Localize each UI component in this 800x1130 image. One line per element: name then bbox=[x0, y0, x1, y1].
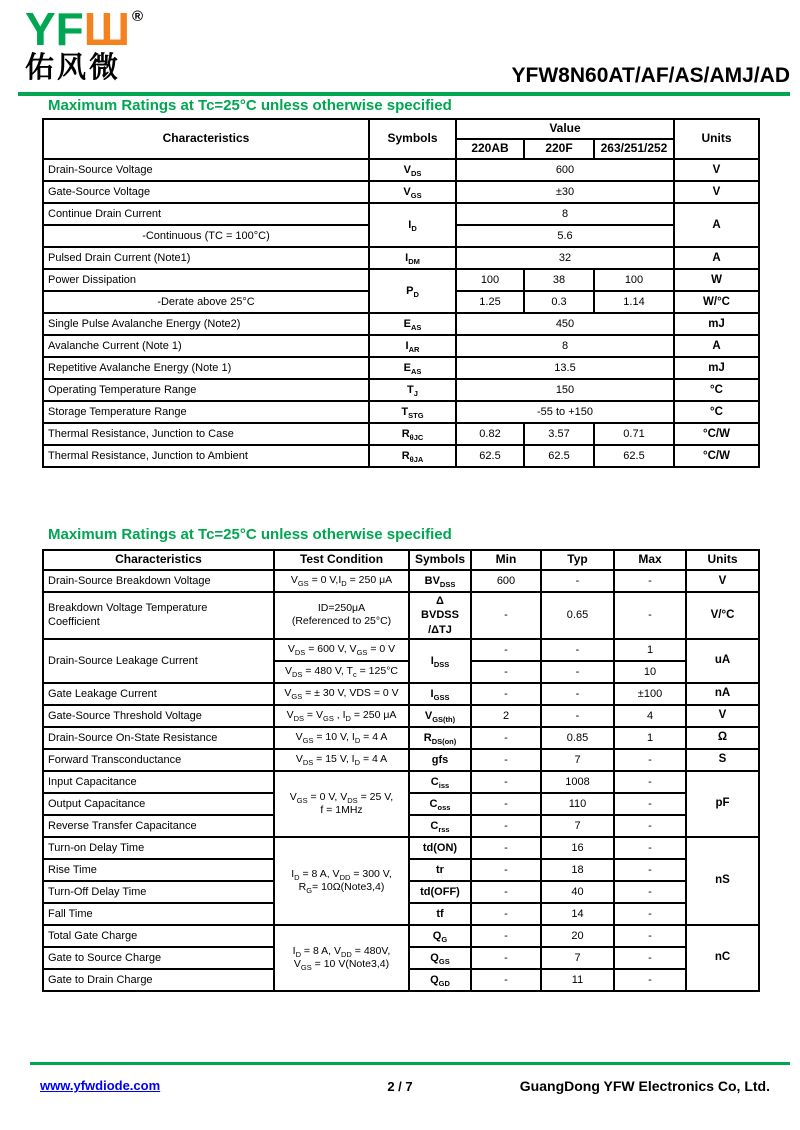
test-condition-cell: ID=250μA (Referenced to 25°C) bbox=[274, 592, 409, 639]
value-cell: 10 bbox=[614, 661, 686, 683]
value-cell: 600 bbox=[471, 570, 541, 592]
company-name: GuangDong YFW Electronics Co, Ltd. bbox=[519, 1078, 770, 1094]
characteristic-cell: Breakdown Voltage Temperature Coefficient bbox=[43, 592, 274, 639]
value-cell: - bbox=[541, 705, 614, 727]
characteristic-cell: Rise Time bbox=[43, 859, 274, 881]
value-cell: -55 to +150 bbox=[456, 401, 674, 423]
table-row bbox=[43, 771, 759, 793]
value-cell: - bbox=[471, 903, 541, 925]
column-header-value: Value bbox=[456, 119, 674, 139]
value-cell: - bbox=[471, 815, 541, 837]
test-condition-cell: $V_{GS} = 0$ $V,I_D = 250$ μA bbox=[274, 570, 409, 592]
characteristic-cell: Forward Transconductance bbox=[43, 749, 274, 771]
value-cell: 0.85 bbox=[541, 727, 614, 749]
table-row bbox=[43, 639, 759, 661]
value-cell: - bbox=[471, 592, 541, 639]
table-row bbox=[43, 570, 759, 592]
symbol-cell: $R_{\theta JA}$ bbox=[369, 445, 456, 467]
unit-cell: Ω bbox=[686, 727, 759, 749]
symbol-cell: tr bbox=[409, 859, 471, 881]
value-cell: - bbox=[614, 859, 686, 881]
value-cell: - bbox=[471, 749, 541, 771]
symbol-cell: $BV_{DSS}$ bbox=[409, 570, 471, 592]
value-cell: 7 bbox=[541, 815, 614, 837]
value-cell: 40 bbox=[541, 881, 614, 903]
value-cell: - bbox=[614, 925, 686, 947]
characteristic-cell: Gate Leakage Current bbox=[43, 683, 274, 705]
symbol-cell: $V_{DS}$ bbox=[369, 159, 456, 181]
header-divider bbox=[18, 92, 790, 96]
column-header-symbols: Symbols bbox=[409, 550, 471, 570]
value-cell: 0.82 bbox=[456, 423, 524, 445]
column-header-220ab: 220AB bbox=[456, 139, 524, 159]
unit-cell: V bbox=[674, 159, 759, 181]
table-row bbox=[43, 379, 759, 401]
value-cell: 1 bbox=[614, 727, 686, 749]
characteristic-cell: Turn-Off Delay Time bbox=[43, 881, 274, 903]
value-cell: 0.65 bbox=[541, 592, 614, 639]
unit-cell: S bbox=[686, 749, 759, 771]
table-row bbox=[43, 592, 759, 639]
characteristic-cell: Pulsed Drain Current (Note1) bbox=[43, 247, 369, 269]
characteristic-cell: Gate-Source Voltage bbox=[43, 181, 369, 203]
characteristic-cell: Output Capacitance bbox=[43, 793, 274, 815]
value-cell: 11 bbox=[541, 969, 614, 991]
table-row bbox=[43, 313, 759, 335]
value-cell: - bbox=[471, 683, 541, 705]
unit-cell: uA bbox=[686, 639, 759, 683]
value-cell: 7 bbox=[541, 947, 614, 969]
table-row bbox=[43, 401, 759, 423]
value-cell: 62.5 bbox=[524, 445, 594, 467]
unit-cell: °C/W bbox=[674, 445, 759, 467]
table-row bbox=[43, 203, 759, 225]
table-row bbox=[43, 683, 759, 705]
registered-trademark-icon: ® bbox=[132, 8, 144, 25]
value-cell: - bbox=[614, 771, 686, 793]
table-row bbox=[43, 727, 759, 749]
test-condition-cell: $V_{GS} = 10$ V, $I_D = 4$ A bbox=[274, 727, 409, 749]
symbol-cell: $C_{oss}$ bbox=[409, 793, 471, 815]
unit-cell: A bbox=[674, 335, 759, 357]
test-condition-cell: $V_{GS} = 0$ V, $V_{DS} = 25$ V, f = 1MHz bbox=[274, 771, 409, 837]
symbol-cell: td(OFF) bbox=[409, 881, 471, 903]
column-header-symbols: Symbols bbox=[369, 119, 456, 159]
characteristic-cell: Drain-Source Leakage Current bbox=[43, 639, 274, 683]
page-number: 2 / 7 bbox=[387, 1079, 413, 1094]
value-cell: - bbox=[614, 793, 686, 815]
table-row bbox=[43, 181, 759, 203]
symbol-cell: $E_{AS}$ bbox=[369, 357, 456, 379]
test-condition-cell: $V_{GS}$ = ± 30 V, VDS = 0 V bbox=[274, 683, 409, 705]
symbol-cell: $Q_{GS}$ bbox=[409, 947, 471, 969]
column-header-typ: Typ bbox=[541, 550, 614, 570]
electrical-characteristics-table bbox=[42, 549, 760, 992]
value-cell: - bbox=[471, 727, 541, 749]
symbol-cell: $T_{STG}$ bbox=[369, 401, 456, 423]
unit-cell: nA bbox=[686, 683, 759, 705]
footer-divider bbox=[30, 1062, 790, 1065]
value-cell: - bbox=[541, 683, 614, 705]
column-header-220f: 220F bbox=[524, 139, 594, 159]
unit-cell: W bbox=[674, 269, 759, 291]
value-cell: - bbox=[614, 592, 686, 639]
value-cell: - bbox=[541, 639, 614, 661]
unit-cell: nS bbox=[686, 837, 759, 925]
value-cell: 3.57 bbox=[524, 423, 594, 445]
value-cell: 1008 bbox=[541, 771, 614, 793]
value-cell: 600 bbox=[456, 159, 674, 181]
column-header-characteristics: Characteristics bbox=[43, 119, 369, 159]
symbol-cell: Δ BVDSS /ΔTJ bbox=[409, 592, 471, 639]
characteristic-cell: Continue Drain Current bbox=[43, 203, 369, 225]
logo-mark bbox=[25, 3, 144, 55]
logo-yf-text: YF bbox=[25, 3, 84, 55]
characteristic-cell: Turn-on Delay Time bbox=[43, 837, 274, 859]
value-cell: ±30 bbox=[456, 181, 674, 203]
characteristic-cell: Operating Temperature Range bbox=[43, 379, 369, 401]
characteristic-cell: Thermal Resistance, Junction to Case bbox=[43, 423, 369, 445]
table-row bbox=[43, 247, 759, 269]
value-cell: - bbox=[471, 969, 541, 991]
value-cell: 8 bbox=[456, 335, 674, 357]
symbol-cell: $Q_G$ bbox=[409, 925, 471, 947]
column-header-min: Min bbox=[471, 550, 541, 570]
symbol-cell: $C_{iss}$ bbox=[409, 771, 471, 793]
value-cell: 2 bbox=[471, 705, 541, 727]
value-cell: - bbox=[471, 947, 541, 969]
symbol-cell: $I_{DSS}$ bbox=[409, 639, 471, 683]
table-row bbox=[43, 749, 759, 771]
value-cell: - bbox=[471, 925, 541, 947]
table-row bbox=[43, 335, 759, 357]
unit-cell: V bbox=[686, 705, 759, 727]
characteristic-cell: Power Dissipation bbox=[43, 269, 369, 291]
table-row bbox=[43, 423, 759, 445]
characteristic-cell: Single Pulse Avalanche Energy (Note2) bbox=[43, 313, 369, 335]
brand-logo bbox=[25, 3, 144, 84]
value-cell: - bbox=[614, 969, 686, 991]
value-cell: 32 bbox=[456, 247, 674, 269]
value-cell: 7 bbox=[541, 749, 614, 771]
characteristic-cell: Storage Temperature Range bbox=[43, 401, 369, 423]
section-title-maximum-ratings-1: Maximum Ratings at Tc=25°C unless otherwise specified bbox=[48, 97, 452, 114]
characteristic-cell: Gate to Drain Charge bbox=[43, 969, 274, 991]
characteristic-subcell: -Continuous (TC = 100°C) bbox=[43, 225, 369, 247]
value-cell: 100 bbox=[456, 269, 524, 291]
value-cell: - bbox=[614, 570, 686, 592]
value-cell: 38 bbox=[524, 269, 594, 291]
unit-cell: pF bbox=[686, 771, 759, 837]
symbol-cell: $Q_{GD}$ bbox=[409, 969, 471, 991]
unit-cell: nC bbox=[686, 925, 759, 991]
value-cell: 13.5 bbox=[456, 357, 674, 379]
table-row bbox=[43, 357, 759, 379]
maximum-ratings-table-header bbox=[43, 119, 759, 159]
characteristic-cell: Reverse Transfer Capacitance bbox=[43, 815, 274, 837]
value-cell: 62.5 bbox=[456, 445, 524, 467]
value-cell: - bbox=[471, 837, 541, 859]
unit-cell: °C bbox=[674, 401, 759, 423]
table-header-row bbox=[43, 550, 759, 570]
characteristic-cell: Gate-Source Threshold Voltage bbox=[43, 705, 274, 727]
value-cell: - bbox=[614, 903, 686, 925]
symbol-cell: $C_{rss}$ bbox=[409, 815, 471, 837]
table-row bbox=[43, 445, 759, 467]
table-row bbox=[43, 159, 759, 181]
symbol-cell: $E_{AS}$ bbox=[369, 313, 456, 335]
value-cell: 450 bbox=[456, 313, 674, 335]
value-cell: - bbox=[614, 815, 686, 837]
product-title: YFW8N60AT/AF/AS/AMJ/AD bbox=[511, 64, 790, 87]
value-cell: 0.3 bbox=[524, 291, 594, 313]
website-link[interactable]: www.yfwdiode.com bbox=[40, 1078, 161, 1093]
value-cell: 110 bbox=[541, 793, 614, 815]
value-cell: 1.25 bbox=[456, 291, 524, 313]
table-row bbox=[43, 269, 759, 291]
symbol-cell: td(ON) bbox=[409, 837, 471, 859]
symbol-cell: gfs bbox=[409, 749, 471, 771]
value-cell: ±100 bbox=[614, 683, 686, 705]
value-cell: 62.5 bbox=[594, 445, 674, 467]
unit-cell: V bbox=[674, 181, 759, 203]
value-cell: - bbox=[541, 570, 614, 592]
value-cell: - bbox=[471, 639, 541, 661]
column-header-test-condition: Test Condition bbox=[274, 550, 409, 570]
symbol-cell: $R_{DS(on)}$ bbox=[409, 727, 471, 749]
value-cell: - bbox=[614, 837, 686, 859]
characteristic-cell: Fall Time bbox=[43, 903, 274, 925]
column-header-characteristics: Characteristics bbox=[43, 550, 274, 570]
value-cell: 4 bbox=[614, 705, 686, 727]
unit-cell: W/°C bbox=[674, 291, 759, 313]
table-row bbox=[43, 837, 759, 859]
characteristic-cell: Total Gate Charge bbox=[43, 925, 274, 947]
test-condition-cell: $V_{DS} = 15$ V, $I_D = 4$ A bbox=[274, 749, 409, 771]
logo-w-mark: Ш bbox=[83, 3, 131, 55]
symbol-cell: $I_{AR}$ bbox=[369, 335, 456, 357]
value-cell: - bbox=[471, 793, 541, 815]
unit-cell: A bbox=[674, 247, 759, 269]
symbol-cell: tf bbox=[409, 903, 471, 925]
value-cell: - bbox=[614, 881, 686, 903]
characteristic-cell: Gate to Source Charge bbox=[43, 947, 274, 969]
symbol-cell: $P_D$ bbox=[369, 269, 456, 313]
value-cell: 18 bbox=[541, 859, 614, 881]
table-row bbox=[43, 705, 759, 727]
characteristic-subcell: -Derate above 25°C bbox=[43, 291, 369, 313]
unit-cell: V/°C bbox=[686, 592, 759, 639]
value-cell: - bbox=[471, 881, 541, 903]
value-cell: 14 bbox=[541, 903, 614, 925]
symbol-cell: $V_{GS(th)}$ bbox=[409, 705, 471, 727]
value-cell: - bbox=[471, 859, 541, 881]
test-condition-cell: $V_{DS} = 480$ V, $T_c = 125^\circ C$ bbox=[274, 661, 409, 683]
unit-cell: V bbox=[686, 570, 759, 592]
characteristic-cell: Drain-Source Breakdown Voltage bbox=[43, 570, 274, 592]
section-title-maximum-ratings-2: Maximum Ratings at Tc=25°C unless otherwise specified bbox=[48, 526, 452, 543]
column-header-units: Units bbox=[674, 119, 759, 159]
value-cell: 1 bbox=[614, 639, 686, 661]
characteristic-cell: Avalanche Current (Note 1) bbox=[43, 335, 369, 357]
unit-cell: °C/W bbox=[674, 423, 759, 445]
value-cell: 1.14 bbox=[594, 291, 674, 313]
maximum-ratings-table bbox=[42, 118, 760, 468]
unit-cell: °C bbox=[674, 379, 759, 401]
symbol-cell: $I_D$ bbox=[369, 203, 456, 247]
test-condition-cell: $V_{DS} = 600$ V, $V_{GS} = 0$ V bbox=[274, 639, 409, 661]
value-cell: - bbox=[614, 749, 686, 771]
table-row bbox=[43, 925, 759, 947]
characteristic-cell: Repetitive Avalanche Energy (Note 1) bbox=[43, 357, 369, 379]
unit-cell: mJ bbox=[674, 357, 759, 379]
characteristic-cell: Input Capacitance bbox=[43, 771, 274, 793]
characteristic-cell: Thermal Resistance, Junction to Ambient bbox=[43, 445, 369, 467]
unit-cell: mJ bbox=[674, 313, 759, 335]
symbol-cell: $I_{GSS}$ bbox=[409, 683, 471, 705]
value-cell: 20 bbox=[541, 925, 614, 947]
symbol-cell: $R_{\theta JC}$ bbox=[369, 423, 456, 445]
symbol-cell: $I_{DM}$ bbox=[369, 247, 456, 269]
value-cell: - bbox=[471, 771, 541, 793]
value-cell: 0.71 bbox=[594, 423, 674, 445]
unit-cell: A bbox=[674, 203, 759, 247]
value-cell: - bbox=[471, 661, 541, 683]
column-header-units: Units bbox=[686, 550, 759, 570]
symbol-cell: $T_J$ bbox=[369, 379, 456, 401]
column-header-263-251-252: 263/251/252 bbox=[594, 139, 674, 159]
value-cell: 16 bbox=[541, 837, 614, 859]
electrical-characteristics-table-header bbox=[43, 550, 759, 570]
characteristic-cell: Drain-Source Voltage bbox=[43, 159, 369, 181]
value-cell: 100 bbox=[594, 269, 674, 291]
test-condition-cell: $I_D = 8$ A, $V_{DD} = 300$ V, $R_G=$ 10Ω(Note3,4) bbox=[274, 837, 409, 925]
value-cell: 8 bbox=[456, 203, 674, 225]
value-cell: - bbox=[541, 661, 614, 683]
logo-chinese-name: 佑风微 bbox=[25, 52, 122, 84]
symbol-cell: $V_{GS}$ bbox=[369, 181, 456, 203]
test-condition-cell: $I_D = 8$ A, $V_{DD} = 480V$, $V_{GS} = 10$ V(Note3,4) bbox=[274, 925, 409, 991]
table-header-row bbox=[43, 119, 759, 139]
value-cell: 150 bbox=[456, 379, 674, 401]
test-condition-cell: $V_{DS} = V_{GS}$ , $I_D = 250$ μA bbox=[274, 705, 409, 727]
characteristic-cell: Drain-Source On-State Resistance bbox=[43, 727, 274, 749]
value-cell: - bbox=[614, 947, 686, 969]
column-header-max: Max bbox=[614, 550, 686, 570]
value-cell: 5.6 bbox=[456, 225, 674, 247]
